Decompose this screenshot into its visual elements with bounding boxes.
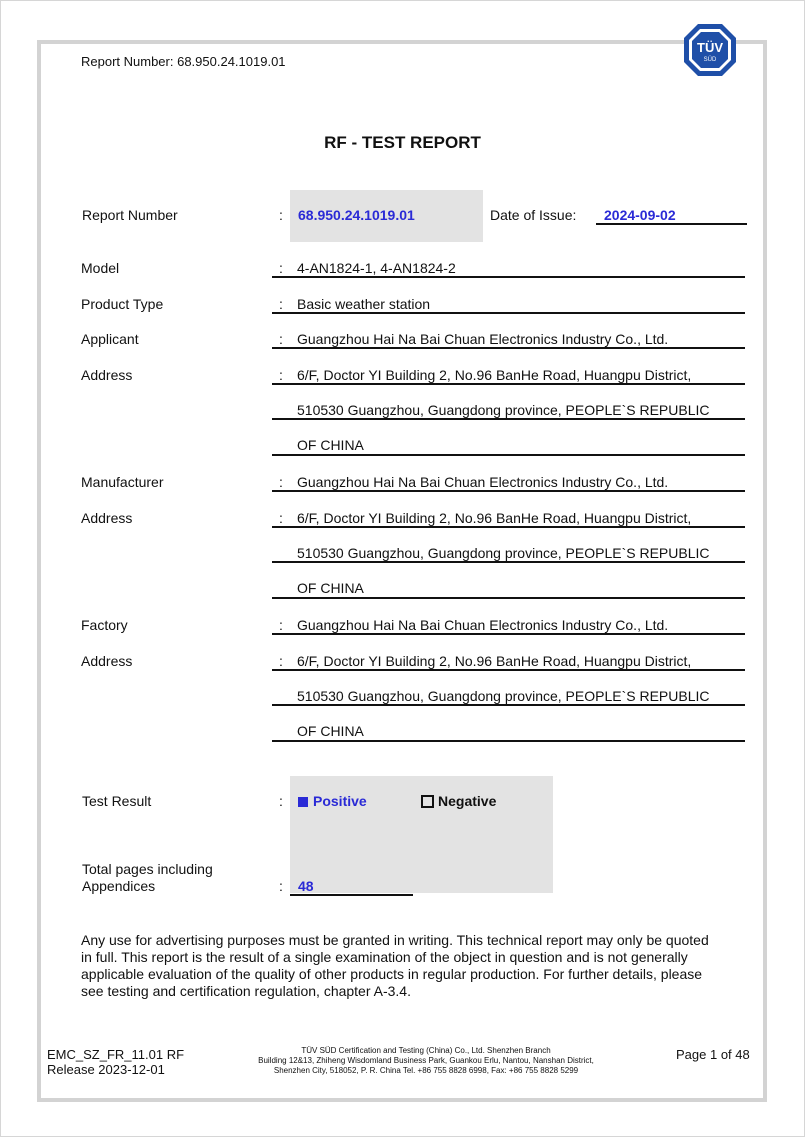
footer-page-number: Page 1 of 48 (676, 1047, 750, 1062)
manufacturer-value: Guangzhou Hai Na Bai Chuan Electronics Industry Co., Ltd. (297, 474, 669, 490)
applicant-address-line-3: OF CHINA (297, 437, 364, 453)
colon: : (279, 878, 283, 894)
date-underline (596, 223, 747, 225)
footer-company-info (226, 1046, 626, 1076)
total-pages-value: 48 (298, 878, 314, 894)
test-result-label: Test Result (82, 793, 152, 809)
positive-label: Positive (313, 793, 367, 809)
colon: : (279, 331, 283, 347)
total-pages-underline (290, 894, 413, 896)
report-number-label: Report Number (82, 207, 178, 223)
factory-address-underline-3 (272, 740, 745, 742)
factory-address-line-2: 510530 Guangzhou, Guangdong province, PEOPLE`S REPUBLIC (297, 688, 710, 704)
colon: : (279, 617, 283, 633)
manufacturer-label: Manufacturer (81, 474, 164, 490)
applicant-value: Guangzhou Hai Na Bai Chuan Electronics Industry Co., Ltd. (297, 331, 669, 347)
manufacturer-address-underline-3 (272, 597, 745, 599)
logo-text: TÜV (697, 40, 723, 55)
colon: : (279, 260, 283, 276)
total-pages-label-line-2: Appendices (82, 878, 156, 894)
manufacturer-address-underline-1 (272, 526, 745, 528)
footer-company-line-3: Shenzhen City, 518052, P. R. China Tel. +86 755 8828 6998, Fax: +86 755 8828 5299 (273, 1066, 579, 1075)
logo-subtext: SÜD (703, 57, 717, 63)
tuv-sud-logo-icon (682, 22, 738, 78)
manufacturer-address-underline-2 (272, 561, 745, 563)
product-type-underline (272, 312, 745, 314)
applicant-address-underline-2 (272, 418, 745, 420)
checked-box-icon (298, 797, 308, 807)
colon: : (279, 296, 283, 312)
manufacturer-address-label: Address (81, 510, 133, 526)
footer-company-line-1: TÜV SÜD Certification and Testing (China) Co., Ltd. Shenzhen Branch (301, 1046, 551, 1055)
factory-label: Factory (81, 617, 128, 633)
unchecked-box-icon (421, 795, 434, 808)
header-report-number: Report Number: 68.950.24.1019.01 (81, 54, 286, 69)
applicant-address-underline-1 (272, 383, 745, 385)
footer-company-line-2: Building 12&13, Zhiheng Wisdomland Business Park, Guankou Erlu, Nantou, Nanshan District, (258, 1056, 594, 1065)
applicant-address-line-2: 510530 Guangzhou, Guangdong province, PEOPLE`S REPUBLIC (297, 402, 710, 418)
factory-underline (272, 633, 745, 635)
manufacturer-underline (272, 490, 745, 492)
footer-release: Release 2023-12-01 (47, 1062, 165, 1077)
factory-address-label: Address (81, 653, 133, 669)
colon: : (279, 653, 283, 669)
manufacturer-address-line-3: OF CHINA (297, 580, 364, 596)
applicant-address-line-1: 6/F, Doctor YI Building 2, No.96 BanHe Road, Huangpu District, (297, 367, 692, 383)
model-value: 4-AN1824-1, 4-AN1824-2 (297, 260, 456, 276)
factory-address-line-3: OF CHINA (297, 723, 364, 739)
factory-address-line-1: 6/F, Doctor YI Building 2, No.96 BanHe Road, Huangpu District, (297, 653, 692, 669)
applicant-label: Applicant (81, 331, 139, 347)
applicant-address-label: Address (81, 367, 133, 383)
positive-option (298, 793, 367, 810)
applicant-underline (272, 347, 745, 349)
model-label: Model (81, 260, 120, 276)
factory-address-underline-1 (272, 669, 745, 671)
negative-label: Negative (438, 793, 497, 809)
report-number-value: 68.950.24.1019.01 (298, 207, 415, 223)
factory-value: Guangzhou Hai Na Bai Chuan Electronics Industry Co., Ltd. (297, 617, 669, 633)
product-type-value: Basic weather station (297, 296, 431, 312)
footer-form-id: EMC_SZ_FR_11.01 RF (47, 1047, 185, 1062)
colon: : (279, 474, 283, 490)
applicant-address-underline-3 (272, 454, 745, 456)
manufacturer-address-line-1: 6/F, Doctor YI Building 2, No.96 BanHe Road, Huangpu District, (297, 510, 692, 526)
colon: : (279, 367, 283, 383)
disclaimer-text: Any use for advertising purposes must be granted in writing. This technical report may only be quoted in full. This report is the result of a single examination of the object in question and is not generally applicable evaluation of the quality of other products in regular production. For further details, please see testing and certification regulation, chapter A-3.4. (81, 932, 709, 999)
date-label: Date of Issue: (490, 207, 577, 223)
page-title: RF - TEST REPORT (324, 133, 481, 152)
factory-address-underline-2 (272, 704, 745, 706)
manufacturer-address-line-2: 510530 Guangzhou, Guangdong province, PEOPLE`S REPUBLIC (297, 545, 710, 561)
product-type-label: Product Type (81, 296, 164, 312)
colon: : (279, 510, 283, 526)
colon: : (279, 207, 283, 223)
model-underline (272, 276, 745, 278)
date-value: 2024-09-02 (604, 207, 676, 223)
total-pages-label-line-1: Total pages including (82, 861, 213, 877)
colon: : (279, 793, 283, 809)
negative-option (421, 793, 496, 810)
